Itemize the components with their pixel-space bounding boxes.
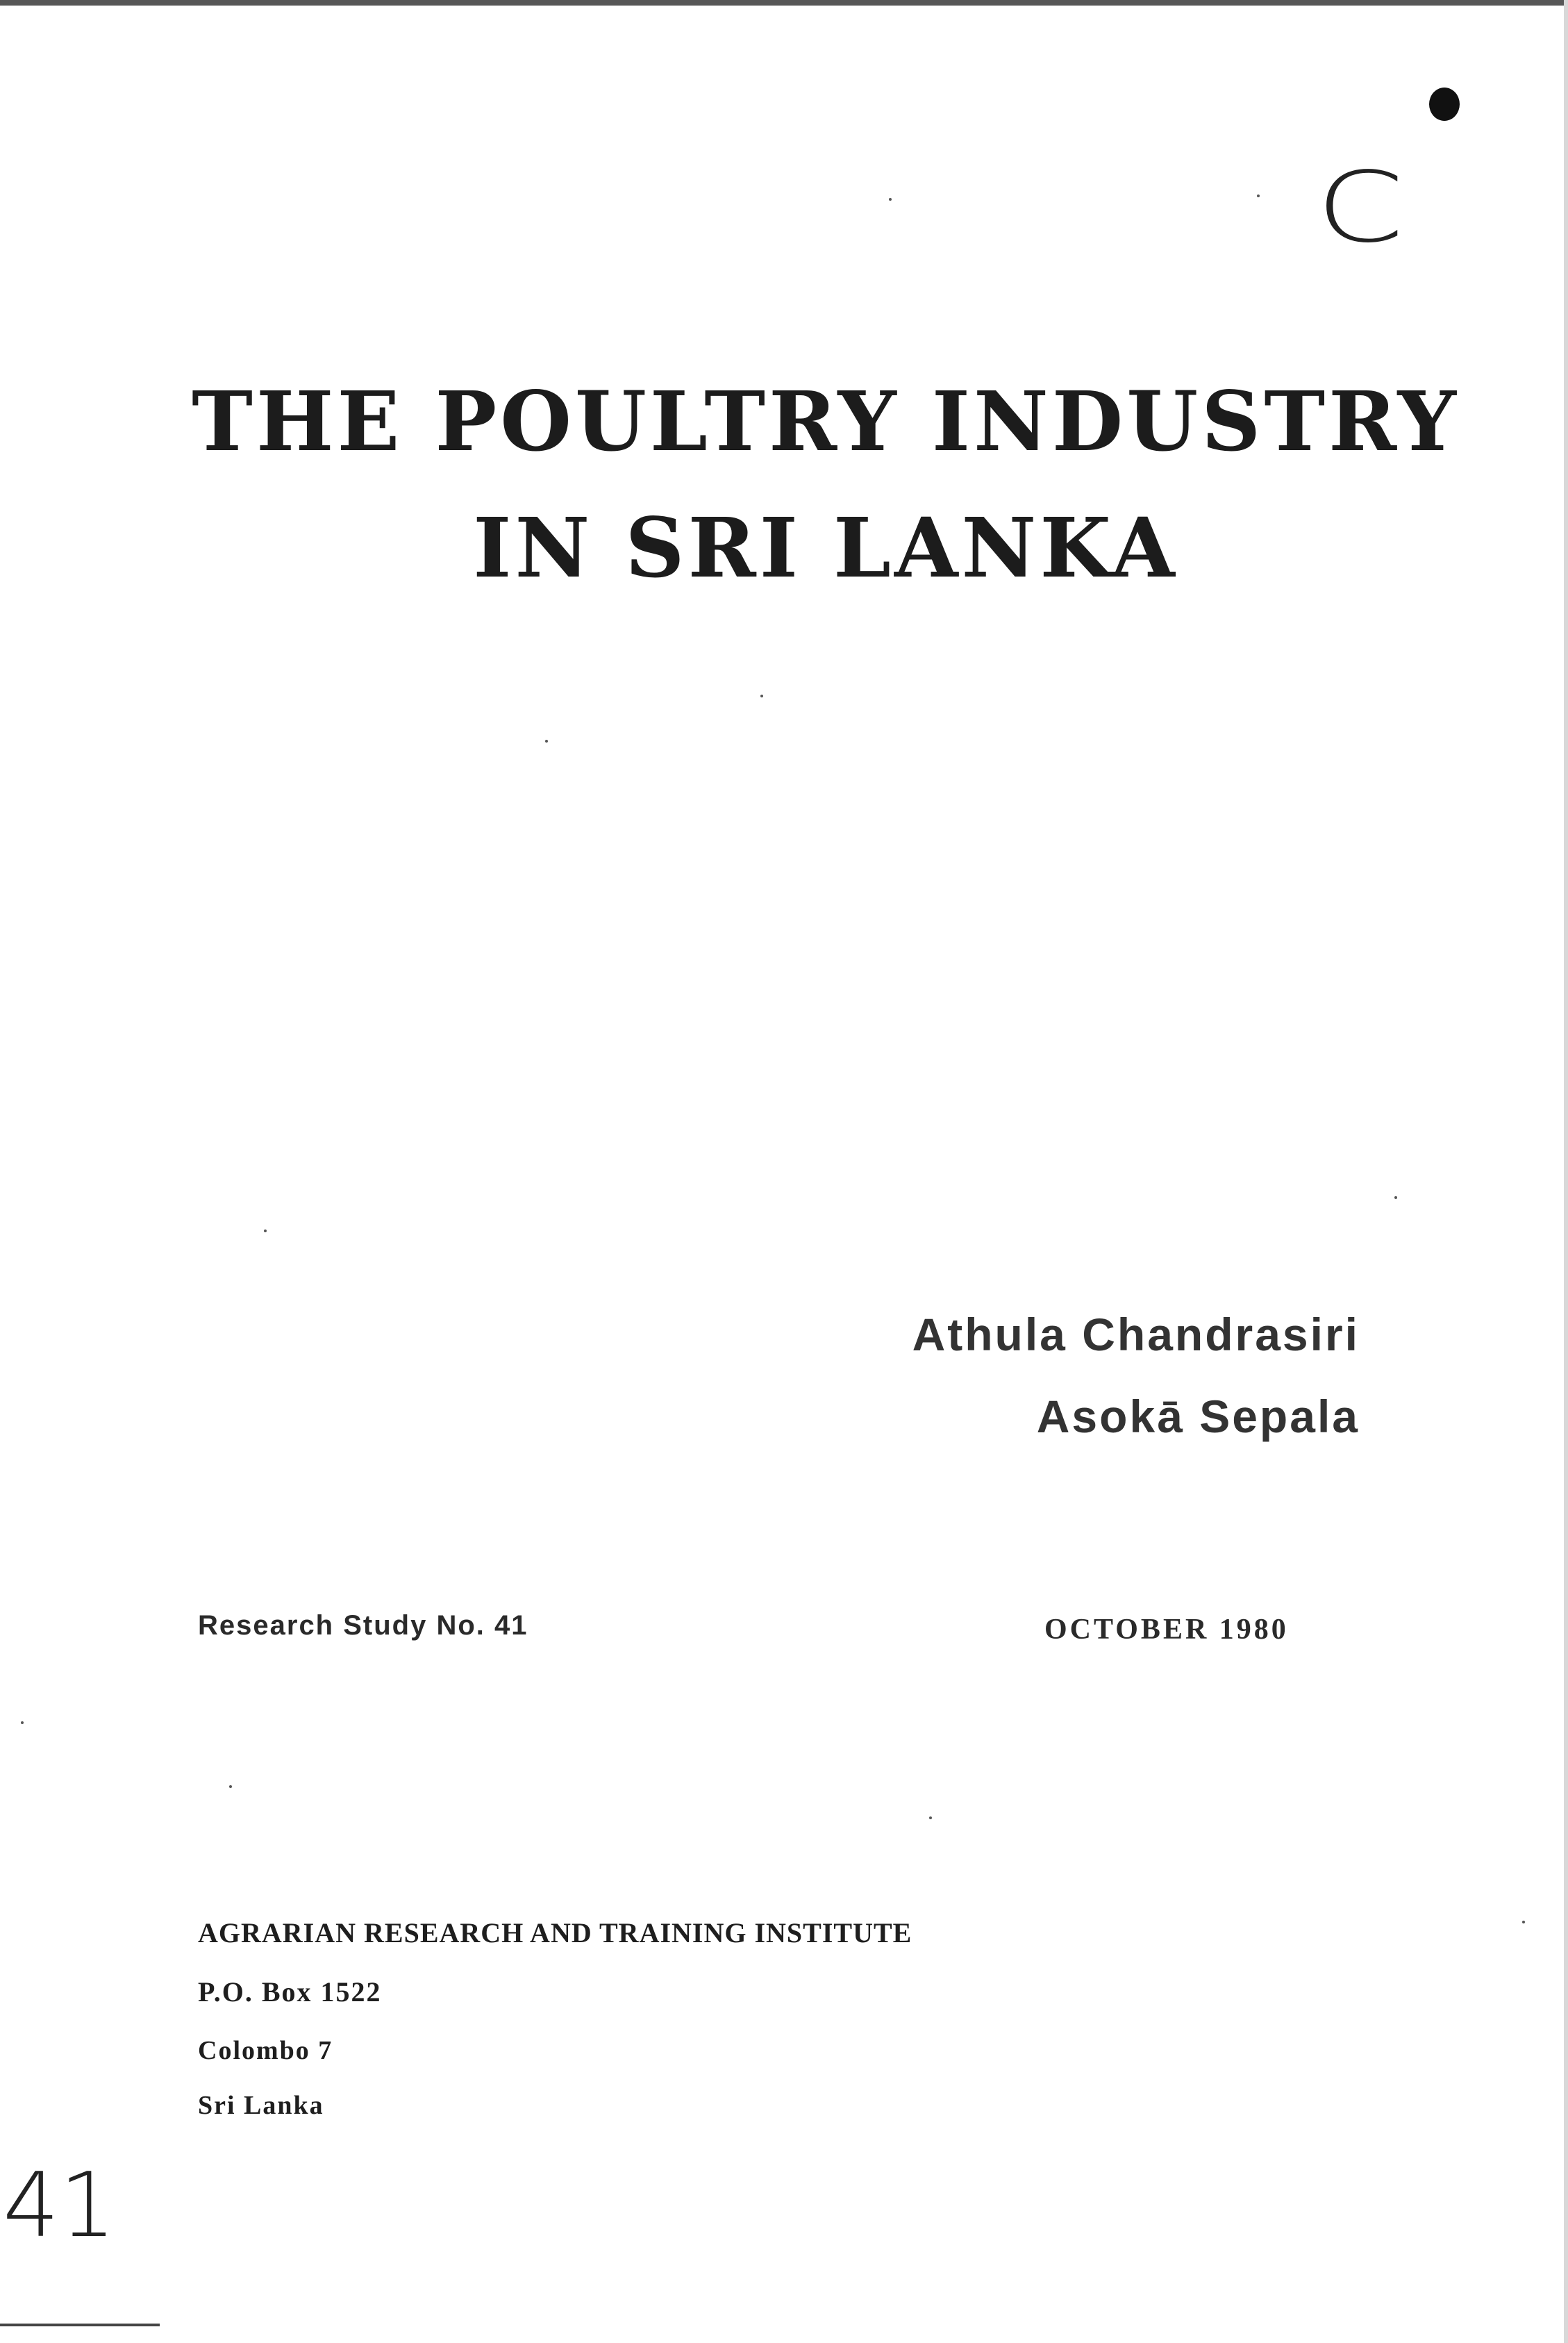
scan-speck [889, 198, 892, 201]
title-line-1: THE POULTRY INDUSTRY [192, 373, 1460, 470]
scan-speck [545, 740, 548, 743]
series-number: Research Study No. 41 [198, 1610, 528, 1641]
publisher-country: Sri Lanka [198, 2091, 324, 2120]
scan-speck [1257, 194, 1260, 197]
scan-right-edge [1564, 0, 1568, 2343]
scan-speck [21, 1721, 24, 1724]
scan-speck [229, 1785, 232, 1788]
handwritten-corner-mark: C [1316, 151, 1405, 265]
scan-speck [1394, 1196, 1397, 1199]
scan-speck [760, 695, 763, 697]
title-line-2: IN SRI LANKA [473, 499, 1178, 596]
scan-bottom-rule [0, 2324, 160, 2326]
scan-speck [264, 1230, 267, 1232]
publisher-city: Colombo 7 [198, 2036, 333, 2065]
punch-hole-mark [1429, 88, 1460, 121]
publisher-name: AGRARIAN RESEARCH AND TRAINING INSTITUTE [198, 1917, 912, 1948]
scan-speck [1522, 1921, 1525, 1923]
author-1: Athula Chandrasiri [912, 1309, 1360, 1360]
handwritten-margin-number: 41 [3, 2154, 116, 2258]
scan-top-edge [0, 0, 1568, 6]
publication-date: OCTOBER 1980 [1044, 1614, 1289, 1646]
author-2: Asokā Sepala [1036, 1391, 1360, 1442]
scan-speck [929, 1816, 932, 1819]
publisher-po-box: P.O. Box 1522 [198, 1976, 382, 2007]
